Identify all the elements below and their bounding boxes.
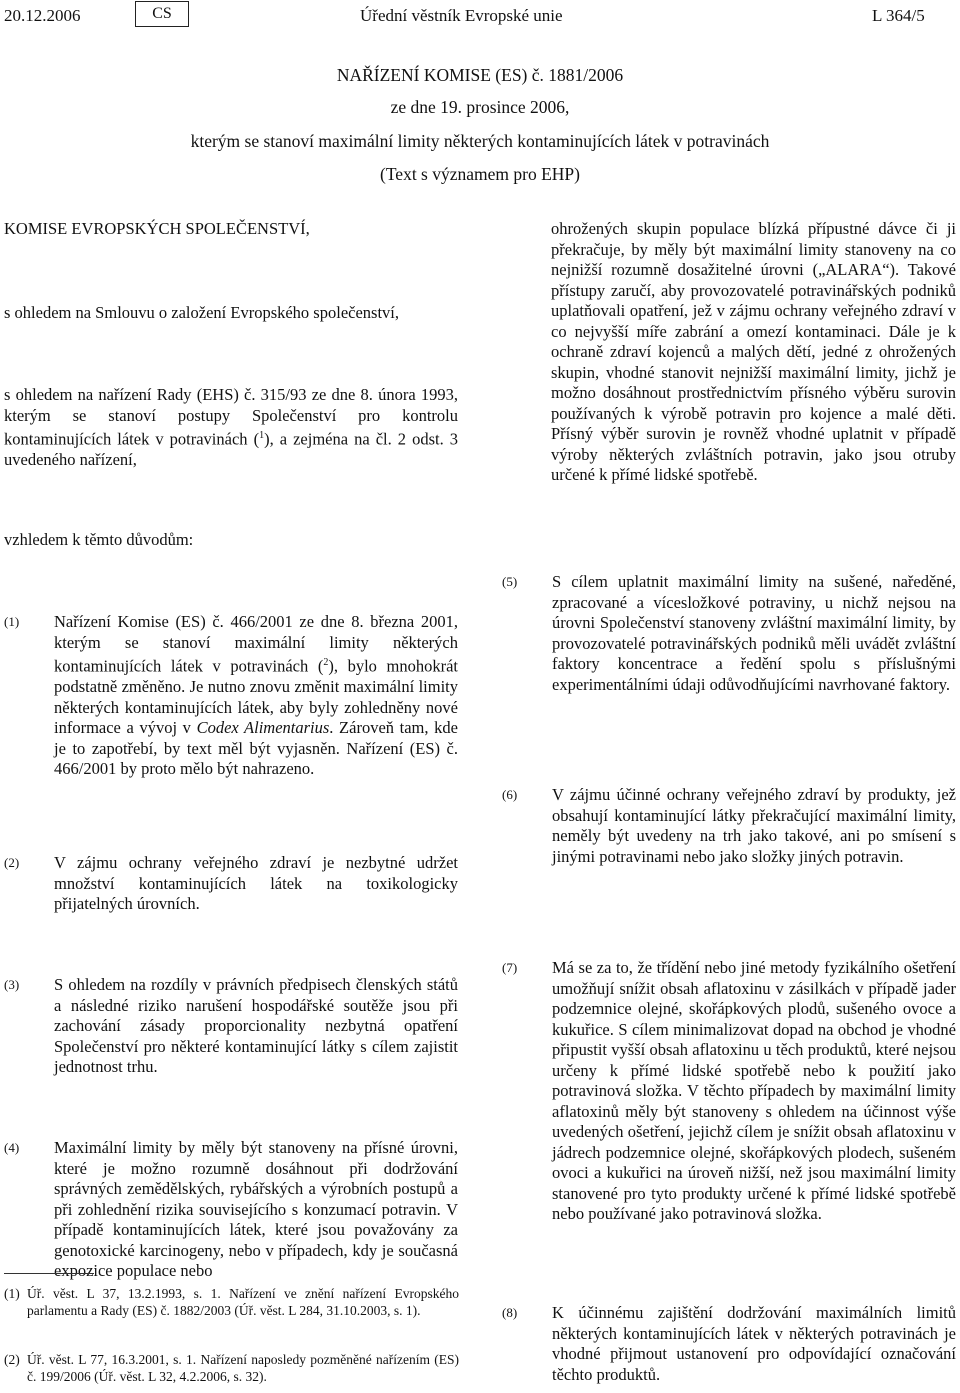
recital-text: Má se za to, že třídění nebo jiné metody fyzikálního ošetření umožňují snížit obsah aflatoxinu v zásilkách v případě jader podzemnice olejné, skořápkových plodů, sušeného ovoce a kukuřice. S cílem minimalizovat dopad na obchod je vhodné připustit vyšší obsah aflatoxinu u těch produktů, které nejsou určeny k přímé lidské spotřebě nebo k použití jako potravinová složka. V těchto případech by maximální limity aflatoxinů měly být stanoveny s ohledem na účinnost výše uvedených ošetření, jejichž cílem je snížit obsah aflatoxinu v jádrech podzemnice olejné, skořápkových plodech, sušeném ovoci a kukuřici na úroveň nižší, než jsou maximální limity stanovené pro tyto produkty určené k přímé lidské spotřebě nebo používané jako potravinová složka. (552, 958, 956, 1223)
recital-number: (1) (4, 614, 20, 629)
footnote-ref-1[interactable]: 1 (259, 430, 265, 441)
regulation-subject: kterým se stanoví maximální limity některých kontaminujících látek v potravinách (190, 131, 770, 151)
preamble-whereas: vzhledem k těmto důvodům: (4, 530, 194, 549)
recital-continuation: ohrožených skupin populace blízká přípustné dávce či ji překračuje, by měly být maximální limity stanoveny na co nejnižší rozumně dosažitelné úrovni („ALARA“). Takové přístupy zaručí, aby provozovatelé potravinářských podniků uplatňovali opatření, jež v zájmu ochrany veřejného zdraví v co nejvyšší míře zabrání a omezí kontaminaci. Dále je k ochraně zdraví kojenců a malých dětí, jedné z ohrožených skupin, vhodné stanovit nejnižší maximální limity, jichž je možno dosáhnout prostřednictvím přísného výběru surovin používaných k výrobě potravin pro kojence a malé děti. Přísný výběr surovin je rovněž vhodné uplatnit v případě výroby některých zvláštních potravin, jako jsou otruby určené k přímé lidské spotřebě. (551, 219, 956, 484)
recital-number: (7) (502, 960, 518, 975)
recital-text: V zájmu ochrany veřejného zdraví je nezbytné udržet množství kontaminujících látek na toxikologicky přijatelných úrovních. (54, 853, 458, 913)
preamble-treaty: s ohledem na Smlouvu o založení Evropského společenství, (4, 303, 400, 322)
eea-relevance: (Text s významem pro EHP) (380, 164, 580, 184)
recital-text: S cílem uplatnit maximální limity na sušené, naředěné, zpracované a vícesložkové potraviny, u nichž nejsou na úrovni Společenství stanoveny zvláštní maximální limity, by provozovatelé potravinářských podniků měli uvádět zvláštní faktory koncentrace a ředění spolu s příslušnými experimentálními údaji odůvodňujícími navrhované faktory. (552, 572, 956, 694)
journal-name: Úřední věstník Evropské unie (360, 6, 563, 25)
recital-number: (4) (4, 1140, 20, 1155)
recital-number: (6) (502, 787, 518, 802)
footnote-text: Úř. věst. L 37, 13.2.1993, s. 1. Nařízení ve znění nařízení Evropského parlamentu a Rady (ES) č. 1882/2003 (Úř. věst. L 284, 31.10.2003, s. 1). (27, 1286, 459, 1318)
page-header (0, 0, 960, 36)
recital-text: V zájmu účinné ochrany veřejného zdraví by produkty, jež obsahují kontaminující látky překračující maximální limity, neměly být uvedeny na trh jako takové, ani po smísení s jinými potravinami nebo jako složky jiných potravin. (552, 785, 956, 866)
recital-text: S ohledem na rozdíly v právních předpisech členských států a následné riziko narušení hospodářské soutěže jsou při zachování zásady proporcionality nezbytná opatření Společenství pro některé kontaminující látky s cílem zajistit jednotnost trhu. (54, 975, 458, 1076)
footnote-2 (4, 1351, 460, 1387)
recital-number: (3) (4, 977, 20, 992)
page-number: L 364/5 (872, 6, 925, 25)
recital-text: K účinnému zajištění dodržování maximálních limitů některých kontaminujících látek v některých potravinách je vhodné přijmout ustanovení pro odpovídající označování těchto produktů. (552, 1303, 956, 1384)
language-badge: CS (135, 1, 189, 27)
footnote-number: (2) (4, 1352, 20, 1367)
footnote-text: Úř. věst. L 77, 16.3.2001, s. 1. Nařízení naposledy pozměněné nařízením (ES) č. 199/2006 (Úř. věst. L 32, 4.2.2006, s. 32). (27, 1352, 459, 1384)
recital-text: Maximální limity by měly být stanoveny na přísné úrovni, které je možno rozumně dosáhnout při dodržování správných zemědělských, rybářských a výrobních postupů a při zohlednění rizika souvisejícího s konzumací potravin. V případě kontaminujících látek, které jsou považovány za genotoxické karcinogeny, nebo v případech, kdy je současná expozice populace nebo (54, 1138, 458, 1280)
recital-text: Nařízení Komise (ES) č. 466/2001 ze dne 8. března 2001, kterým se stanoví maximální limity některých kontaminujících látek v potravinách ($^2$), bylo mnohokrát podstatně změněno. Je nutno znovu změnit maximální limity některých kontaminujících látek, aby byly zohledněny nové informace a vývoj v Codex Alimentarius. Zároveň tam, kde je to zapotřebí, by text měl být vyjasněn. Nařízení (ES) č. 466/2001 by proto mělo být nahrazeno. (54, 612, 458, 778)
recital-number: (8) (502, 1305, 518, 1320)
footnote-divider (4, 1273, 94, 1274)
recital-number: (5) (502, 574, 518, 589)
preamble-regulation: s ohledem na nařízení Rady (EHS) č. 315/93 ze dne 8. února 1993, kterým se stanoví postupy Společenství pro kontrolu kontaminujících látek v potravinách ($^1$), a zejména na čl. 2 odst. 3 uvedeného nařízení, (4, 385, 458, 469)
regulation-title: NAŘÍZENÍ KOMISE (ES) č. 1881/2006 (336, 65, 624, 85)
footnote-number: (1) (4, 1286, 20, 1301)
header-date: 20.12.2006 (4, 6, 81, 25)
footnote-1 (4, 1285, 460, 1339)
regulation-date: ze dne 19. prosince 2006, (390, 97, 570, 117)
preamble-commission: KOMISE EVROPSKÝCH SPOLEČENSTVÍ, (4, 219, 310, 238)
recital-number: (2) (4, 855, 20, 870)
footnote-ref-2[interactable]: 2 (323, 657, 329, 668)
